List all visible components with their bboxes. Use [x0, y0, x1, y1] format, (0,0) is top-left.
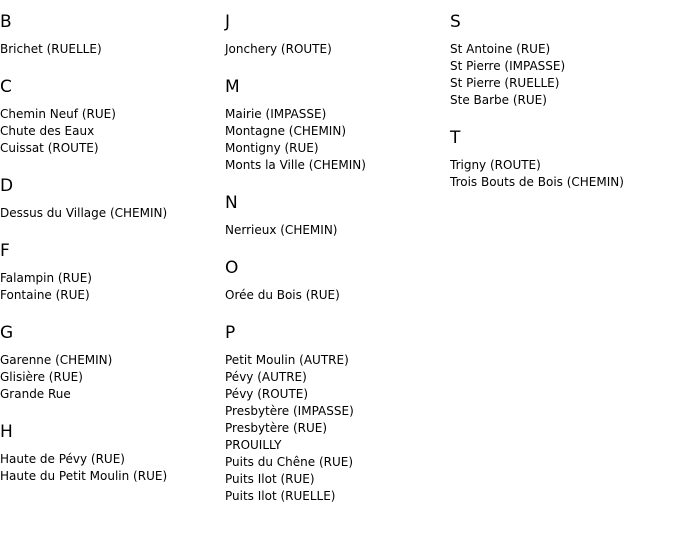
street-index-column-1 — [0, 0, 225, 503]
street-list — [450, 157, 675, 191]
letter-group-g — [0, 322, 225, 403]
letter-group-s — [450, 11, 675, 109]
letter-heading: N — [225, 193, 238, 213]
letter-group-j — [225, 11, 450, 58]
letter-group-p — [225, 322, 450, 505]
letter-group-c — [0, 76, 225, 157]
street-item[interactable]: Nerrieux (CHEMIN) — [225, 223, 338, 237]
street-item[interactable]: Jonchery (ROUTE) — [225, 42, 332, 56]
letter-heading: P — [225, 323, 236, 343]
street-item[interactable]: Garenne (CHEMIN) — [0, 353, 113, 367]
letter-group-o — [225, 257, 450, 304]
street-item[interactable]: Petit Moulin (AUTRE) — [225, 353, 349, 367]
letter-group-f — [0, 240, 225, 304]
street-item[interactable]: Puits Ilot (RUE) — [225, 472, 315, 486]
street-item[interactable]: PROUILLY — [225, 438, 282, 452]
street-item[interactable]: Fontaine (RUE) — [0, 288, 90, 302]
street-item[interactable]: Presbytère (IMPASSE) — [225, 404, 354, 418]
street-item[interactable]: Pévy (AUTRE) — [225, 370, 307, 384]
street-list — [0, 41, 225, 58]
letter-heading: J — [225, 12, 231, 32]
street-item[interactable]: Cuissat (ROUTE) — [0, 141, 99, 155]
letter-group-d — [0, 175, 225, 222]
street-list — [0, 270, 225, 304]
street-list — [225, 352, 450, 505]
letter-heading: M — [225, 77, 240, 97]
street-item[interactable]: Chute des Eaux — [0, 124, 95, 138]
street-item[interactable]: Orée du Bois (RUE) — [225, 288, 340, 302]
street-list — [450, 41, 675, 109]
street-item[interactable]: St Pierre (RUELLE) — [450, 76, 560, 90]
street-item[interactable]: Glisière (RUE) — [0, 370, 83, 384]
street-list — [225, 287, 450, 304]
street-item[interactable]: Presbytère (RUE) — [225, 421, 328, 435]
street-item[interactable]: Chemin Neuf (RUE) — [0, 107, 116, 121]
letter-heading: B — [0, 12, 12, 32]
street-item[interactable]: Brichet (RUELLE) — [0, 42, 102, 56]
street-list — [0, 205, 225, 222]
letter-group-h — [0, 421, 225, 485]
street-list — [225, 106, 450, 174]
street-index-column-2 — [225, 0, 450, 523]
street-item[interactable]: Puits du Chêne (RUE) — [225, 455, 354, 469]
street-item[interactable]: Falampin (RUE) — [0, 271, 92, 285]
letter-heading: T — [450, 128, 461, 148]
letter-heading: D — [0, 176, 14, 196]
letter-group-m — [225, 76, 450, 174]
street-item[interactable]: St Pierre (IMPASSE) — [450, 59, 566, 73]
letter-heading: G — [0, 323, 14, 343]
street-item[interactable]: Montagne (CHEMIN) — [225, 124, 346, 138]
street-list — [0, 451, 225, 485]
letter-heading: S — [450, 12, 461, 32]
street-item[interactable]: Dessus du Village (CHEMIN) — [0, 206, 168, 220]
letter-group-t — [450, 127, 675, 191]
street-item[interactable]: Mairie (IMPASSE) — [225, 107, 327, 121]
street-item[interactable]: St Antoine (RUE) — [450, 42, 551, 56]
letter-heading: O — [225, 258, 239, 278]
street-list — [225, 41, 450, 58]
letter-heading: H — [0, 422, 13, 442]
street-item[interactable]: Montigny (RUE) — [225, 141, 319, 155]
street-item[interactable]: Pévy (ROUTE) — [225, 387, 309, 401]
street-list — [0, 352, 225, 403]
street-list — [225, 222, 450, 239]
street-item[interactable]: Trigny (ROUTE) — [450, 158, 541, 172]
street-index-column-3 — [450, 0, 675, 209]
street-item[interactable]: Haute de Pévy (RUE) — [0, 452, 125, 466]
letter-heading: C — [0, 77, 12, 97]
street-item[interactable]: Ste Barbe (RUE) — [450, 93, 547, 107]
letter-group-n — [225, 192, 450, 239]
street-item[interactable]: Trois Bouts de Bois (CHEMIN) — [450, 175, 624, 189]
street-list — [0, 106, 225, 157]
street-item[interactable]: Grande Rue — [0, 387, 71, 401]
street-item[interactable]: Monts la Ville (CHEMIN) — [225, 158, 366, 172]
letter-group-b — [0, 11, 225, 58]
letter-heading: F — [0, 241, 10, 261]
street-item[interactable]: Haute du Petit Moulin (RUE) — [0, 469, 168, 483]
street-item[interactable]: Puits Ilot (RUELLE) — [225, 489, 336, 503]
